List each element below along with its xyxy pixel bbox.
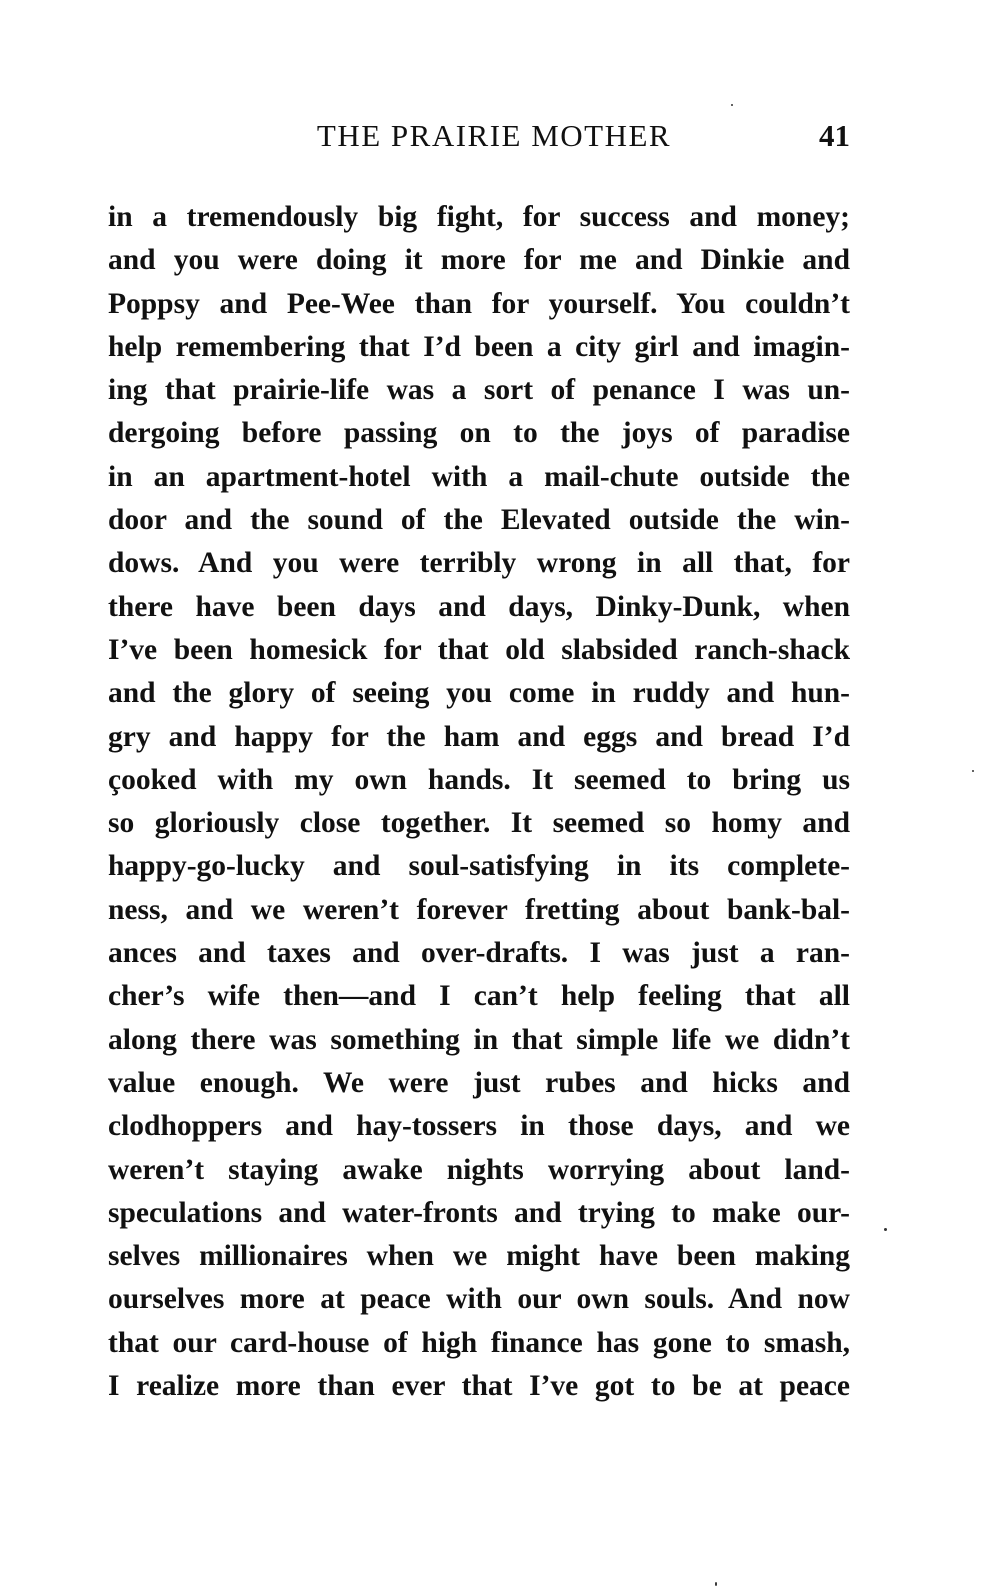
text-line: ances and taxes and over-drafts. I was just a ran- — [108, 937, 850, 970]
page-header — [108, 116, 850, 158]
scan-speck — [731, 104, 733, 106]
text-line: dergoing before passing on to the joys of paradise — [108, 417, 850, 450]
text-line: dows. And you were terribly wrong in all that, for — [108, 547, 850, 580]
text-line: so gloriously close together. It seemed so homy and — [108, 807, 850, 840]
text-line: value enough. We were just rubes and hicks and — [108, 1066, 850, 1099]
text-line: there have been days and days, Dinky-Dunk, when — [108, 590, 850, 623]
scan-speck — [972, 770, 974, 772]
text-line: help remembering that I’d been a city girl and imagin- — [108, 330, 850, 363]
text-line: gry and happy for the ham and eggs and bread I’d — [108, 720, 850, 753]
scan-speck — [884, 1228, 887, 1231]
text-line: weren’t staying awake nights worrying about land- — [108, 1153, 850, 1186]
text-line: Poppsy and Pee-Wee than for yourself. You couldn’t — [108, 287, 850, 320]
body-text — [108, 196, 850, 1408]
text-line: selves millionaires when we might have been making — [108, 1240, 850, 1273]
text-line: cher’s wife then—and I can’t help feeling that all — [108, 980, 850, 1013]
text-line: clodhoppers and hay-tossers in those days, and we — [108, 1110, 850, 1143]
page-number: 41 — [819, 118, 850, 153]
text-line: ing that prairie-life was a sort of penance I was un- — [108, 374, 850, 407]
text-line: in an apartment-hotel with a mail-chute outside the — [108, 460, 850, 493]
scan-speck — [715, 1582, 717, 1586]
text-line: I realize more than ever that I’ve got to be at peace — [108, 1370, 850, 1403]
running-title: THE PRAIRIE MOTHER — [316, 118, 672, 153]
text-line: ness, and we weren’t forever fretting about bank-bal- — [108, 893, 850, 926]
text-line: along there was something in that simple life we didn’t — [108, 1023, 850, 1056]
text-line: çooked with my own hands. It seemed to bring us — [108, 763, 850, 796]
text-line: and the glory of seeing you come in ruddy and hun- — [108, 677, 850, 710]
text-line: door and the sound of the Elevated outside the win- — [108, 504, 850, 537]
text-line: happy-go-lucky and soul-satisfying in its complete- — [108, 850, 850, 883]
text-line: speculations and water-fronts and trying to make our- — [108, 1196, 850, 1229]
text-line: ourselves more at peace with our own souls. And now — [108, 1283, 850, 1316]
text-line: I’ve been homesick for that old slabsided ranch-shack — [108, 633, 850, 666]
text-line: and you were doing it more for me and Dinkie and — [108, 244, 850, 277]
text-line: in a tremendously big fight, for success and money; — [108, 201, 850, 233]
text-line: that our card-house of high finance has gone to smash, — [108, 1326, 850, 1359]
